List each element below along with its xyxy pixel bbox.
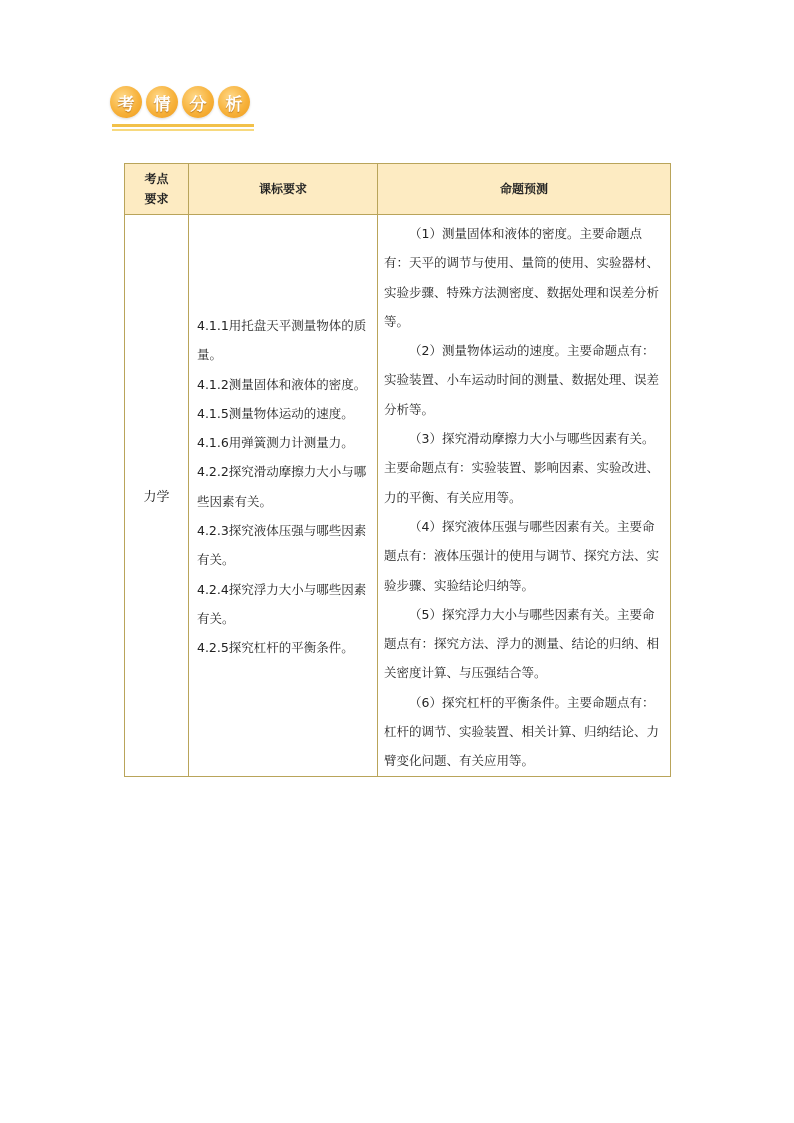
- requirement-item: 4.1.2测量固体和液体的密度。: [197, 376, 367, 392]
- requirement-item: 4.1.5测量物体运动的速度。: [197, 405, 354, 421]
- prediction-item: （5）探究浮力大小与哪些因素有关。主要命题点有：探究方法、浮力的测量、结论的归纳、相关密度计算、与压强结合等。: [384, 606, 660, 681]
- badge-chars: [110, 86, 250, 118]
- badge-underline: [112, 124, 254, 127]
- prediction-item: （6）探究杠杆的平衡条件。主要命题点有：杠杆的调节、实验装置、相关计算、归纳结论、力臂变化问题、有关应用等。: [384, 694, 660, 769]
- requirement-item: 4.2.5探究杠杆的平衡条件。: [197, 640, 354, 656]
- badge-underline-secondary: [112, 129, 254, 131]
- section-badge: [110, 86, 254, 132]
- badge-char: 分: [182, 86, 214, 118]
- badge-char: 析: [218, 86, 250, 118]
- header-question-prediction: 命题预测: [378, 164, 671, 215]
- requirement-item: 4.1.1用托盘天平测量物体的质量。: [197, 318, 367, 363]
- badge-char: 考: [110, 86, 142, 118]
- requirement-item: 4.2.2探究滑动摩擦力大小与哪些因素有关。: [197, 464, 367, 509]
- requirements-cell: [189, 215, 378, 777]
- requirement-item: 4.1.6用弹簧测力计测量力。: [197, 435, 354, 451]
- prediction-item: （1）测量固体和液体的密度。主要命题点有：天平的调节与使用、量筒的使用、实验器材、实验步骤、特殊方法测密度、数据处理和误差分析等。: [384, 226, 660, 329]
- requirement-item: 4.2.4探究浮力大小与哪些因素有关。: [197, 581, 367, 626]
- exam-analysis-table: [124, 163, 671, 777]
- prediction-item: （3）探究滑动摩擦力大小与哪些因素有关。主要命题点有：实验装置、影响因素、实验改进、力的平衡、有关应用等。: [384, 431, 660, 505]
- category-cell: 力学: [125, 215, 189, 777]
- badge-char: 情: [146, 86, 178, 118]
- table-row: [125, 215, 671, 777]
- prediction-item: （4）探究液体压强与哪些因素有关。主要命题点有：液体压强计的使用与调节、探究方法、实验步骤、实验结论归纳等。: [384, 518, 660, 593]
- table-header-row: [125, 164, 671, 215]
- header-exam-point: 考点要求: [125, 164, 189, 215]
- requirement-item: 4.2.3探究液体压强与哪些因素有关。: [197, 523, 367, 568]
- prediction-item: （2）测量物体运动的速度。主要命题点有：实验装置、小车运动时间的测量、数据处理、误差分析等。: [384, 343, 660, 417]
- header-curriculum-requirements: 课标要求: [189, 164, 378, 215]
- predictions-cell: [378, 215, 671, 777]
